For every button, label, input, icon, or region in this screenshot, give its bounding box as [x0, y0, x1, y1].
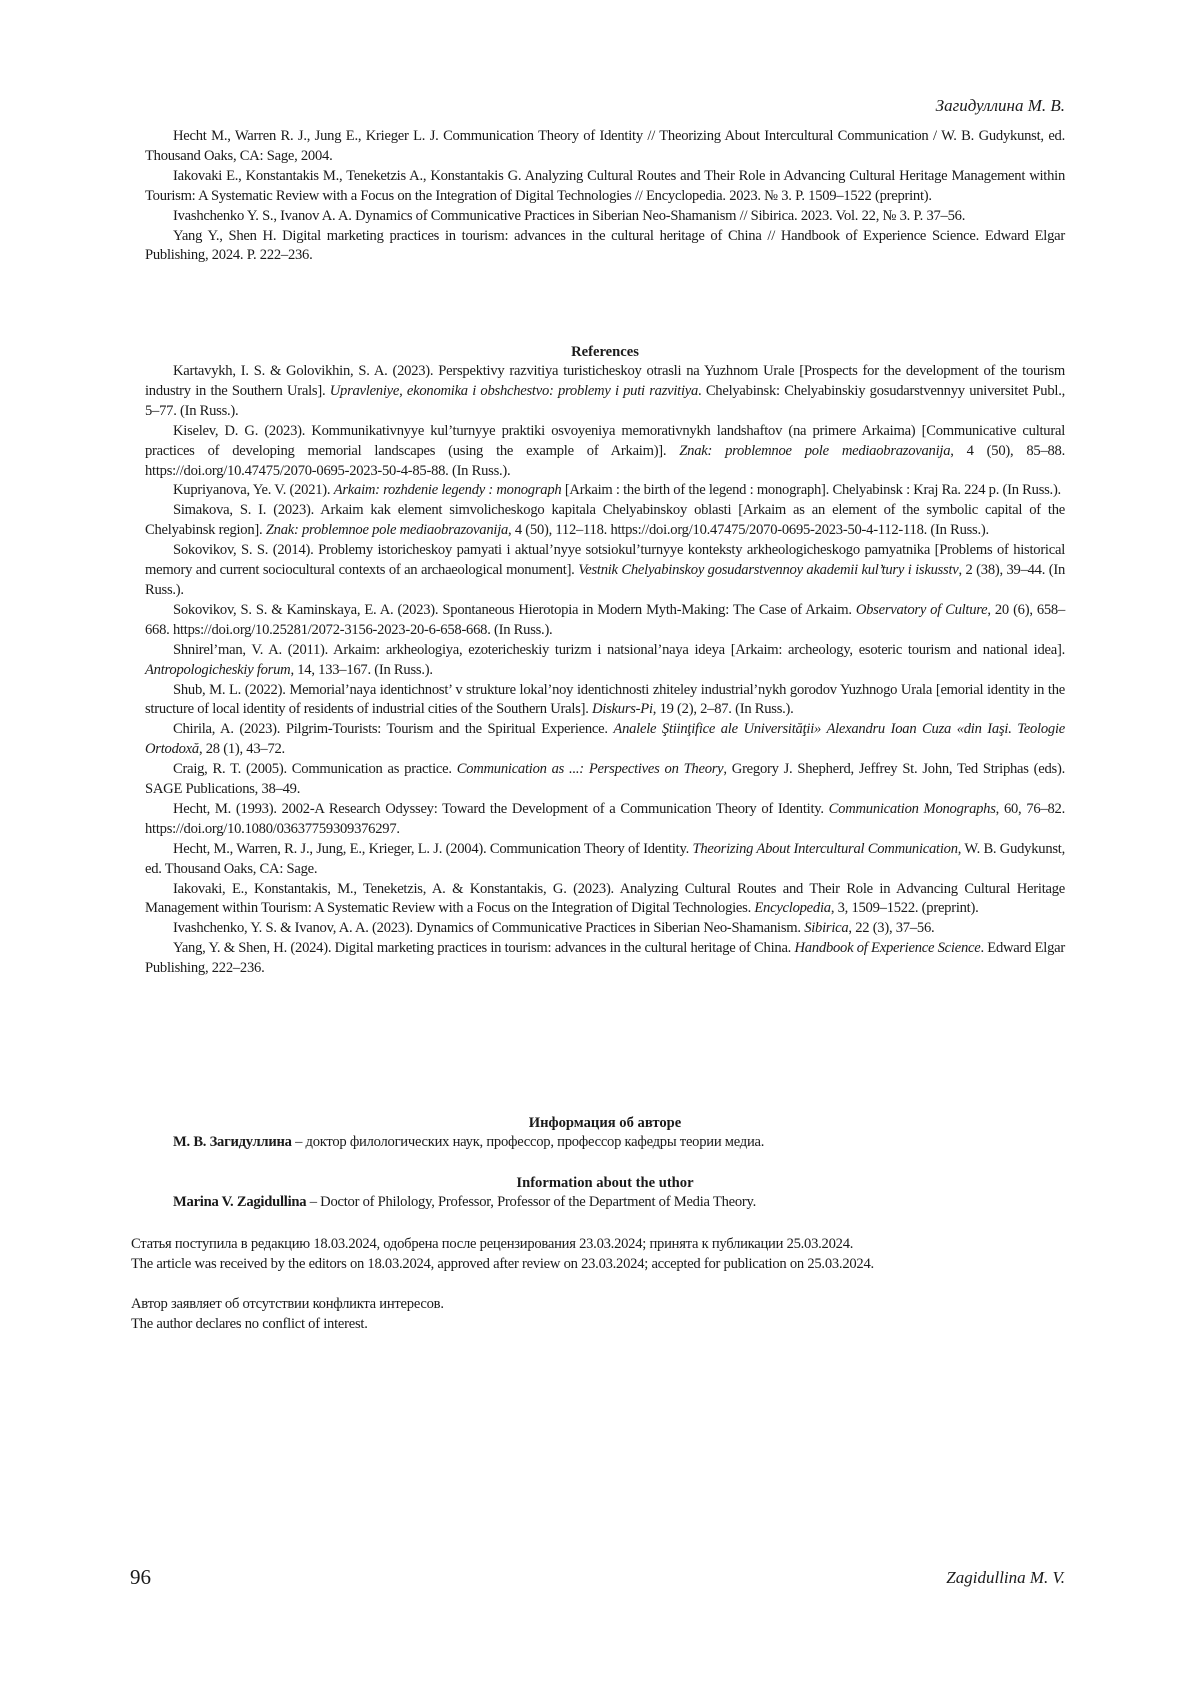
reference-entry — [145, 800, 1065, 840]
reference-source: Communication Monographs — [828, 800, 996, 817]
reference-text: Hecht, M., Warren, R. J., Jung, E., Krieger, L. J. (2004). Communication Theory of Identity. — [173, 840, 693, 857]
reference-text: Chirila, A. (2023). Pilgrim-Tourists: Tourism and the Spiritual Experience. — [173, 721, 614, 738]
reference-text: Yang Y., Shen H. Digital marketing practices in tourism: advances in the cultural heritage of China // Handbook of Experience Science. Edward Elgar Publishing, 2024. P. 222–236. — [145, 227, 1065, 264]
reference-source: Diskurs-Pi — [592, 701, 653, 718]
reference-source: Theorizing About Intercultural Communication — [692, 840, 958, 857]
reference-text: Iakovaki, E., Konstantakis, M., Teneketzis, A. & Konstantakis, G. (2023). Analyzing Cultural Routes and Their Role in Advancing Cultural Heritage Management within Tourism: A Systematic Review with a Focus on the Integration of Digital Technologies. — [145, 880, 1065, 917]
reference-text: , 28 (1), 43–72. — [198, 741, 285, 758]
reference-text: Kupriyanova, Ye. V. (2021). — [173, 482, 334, 499]
reference-entry — [145, 939, 1065, 979]
reference-entry — [145, 760, 1065, 800]
reference-entry — [145, 127, 1065, 167]
reference-source: Communication as ...: Perspectives on Theory — [456, 761, 724, 778]
reference-text: , 14, 133–167. (In Russ.). — [290, 661, 433, 678]
reference-text: , 19 (2), 2–87. (In Russ.). — [652, 701, 794, 718]
author-desc-en: – Doctor of Philology, Professor, Professor of the Department of Media Theory. — [306, 1194, 756, 1210]
reference-text: Hecht, M. (1993). 2002-A Research Odyssey: Toward the Development of a Communication Theory of Identity. — [173, 800, 829, 817]
reference-source: Encyclopedia — [754, 900, 831, 917]
reference-text: Kartavykh, I. S. & Golovikhin, S. A. (2023). Perspektivy razvitiya turisticheskoy otrasli na Yuzhnom Urale [Prospects for the development of the tourism industry in the Southern Urals]. — [145, 363, 1065, 399]
reference-text: , 60, 76–82. https://doi.org/10.1080/03637759309376297. — [145, 800, 1065, 837]
reference-text: . Chelyabinsk: Chelyabinskiy gosudarstvennyy universitet Publ., 5–77. (In Russ.). — [145, 382, 1065, 419]
reference-entry — [145, 481, 1065, 501]
reference-entry — [145, 641, 1065, 681]
reference-source: Upravleniye, ekonomika i obshchestvo: problemy i puti razvitiya — [329, 382, 699, 399]
running-footer: Zagidullina M. V. — [946, 1568, 1065, 1587]
reference-source: Observatory of Culture — [855, 601, 988, 618]
reference-entry — [145, 681, 1065, 721]
reference-source: Sibirica — [804, 920, 849, 937]
reference-entry — [145, 422, 1065, 482]
reference-entry — [145, 167, 1065, 207]
reference-source: Arkaim: rozhdenie legendy : monograph — [333, 482, 562, 499]
reference-source: Znak: problemnoe pole mediaobrazovanija — [679, 442, 951, 459]
reference-text: , W. B. Gudykunst, ed. Thousand Oaks, CA: Sage. — [145, 840, 1066, 877]
author-info-en-heading: Information about the uthor — [516, 1175, 694, 1191]
reference-text: Ivashchenko Y. S., Ivanov A. A. Dynamics of Communicative Practices in Siberian Neo-Shamanism // Sibirica. 2023. Vol. 22, № 3. P. 37–56. — [173, 207, 966, 224]
reference-text: , 4 (50), 112–118. https://doi.org/10.47475/2070-0695-2023-50-4-112-118. (In Russ.). — [508, 522, 989, 539]
reference-text: . Edward Elgar Publishing, 222–236. — [145, 940, 1065, 977]
reference-entry — [145, 919, 1065, 939]
reference-entry — [145, 840, 1065, 880]
author-name-en: Marina V. Zagidullina — [173, 1194, 307, 1210]
reference-text: Hecht M., Warren R. J., Jung E., Krieger L. J. Communication Theory of Identity // Theorizing About Intercultural Communication / W. B. Gudykunst, ed. Thousand Oaks, CA: Sage, 2004. — [145, 128, 1065, 164]
author-info-ru — [145, 1113, 1065, 1153]
conflict-en: The author declares no conflict of interest. — [131, 1316, 368, 1332]
reference-text: Shnirel’man, V. A. (2011). Arkaim: arkheologiya, ezotericheskiy turizm i natsional’naya ideya [Arkaim: archeology, esoteric tourism and national idea]. — [173, 641, 1065, 658]
author-info-ru-heading: Информация об авторе — [528, 1115, 682, 1131]
reference-text: Iakovaki E., Konstantakis M., Teneketzis A., Konstantakis G. Analyzing Cultural Routes and Their Role in Advancing Cultural Heritage Management within Tourism: A Systematic Review with a Focus on the Integration of Digital Technologies // Encyclopedia. 2023. № 3. P. 1509–1522 (preprint). — [145, 167, 1065, 204]
conflict-ru: Автор заявляет об отсутствии конфликта интересов. — [131, 1296, 444, 1312]
reference-source: Handbook of Experience Science — [794, 940, 981, 957]
reference-text: Sokovikov, S. S. & Kaminskaya, E. A. (2023). Spontaneous Hierotopia in Modern Myth-Making: The Case of Arkaim. — [173, 601, 856, 618]
reference-source: Analele Ştiinţifice ale Universităţii» Alexandru Ioan Cuza «din Iaşi. Teologie Ortodoxă — [145, 721, 1065, 758]
references-heading: References — [571, 344, 639, 360]
reference-text: , 2 (38), 39–44. (In Russ.). — [145, 562, 1065, 598]
reference-text: Kiselev, D. G. (2023). Kommunikativnyye kul’turnyye praktiki osvoyeniya memorativnykh landshaftov (na primere Arkaima) [Communicative cultural practices of developing memorial landscapes (using the example of Arkaim)]. — [145, 422, 1065, 459]
dates-ru: Статья поступила в редакцию 18.03.2024, одобрена после рецензирования 23.03.2024; принята к публикации 25.03.2024. — [131, 1236, 854, 1252]
page-number: 96 — [130, 1565, 151, 1589]
top-bibliography — [145, 127, 1065, 266]
reference-source: Antropologicheskiy forum — [145, 661, 291, 678]
author-info-en — [145, 1173, 1065, 1213]
references-section — [145, 342, 1065, 979]
reference-entry — [145, 601, 1065, 641]
reference-text: , 22 (3), 37–56. — [848, 920, 935, 937]
reference-entry — [145, 207, 1065, 227]
dates-en: The article was received by the editors on 18.03.2024, approved after review on 23.03.2024; accepted for publication on 25.03.2024. — [131, 1256, 874, 1272]
reference-text: , 4 (50), 85–88. https://doi.org/10.47475/2070-0695-2023-50-4-85-88. (In Russ.). — [145, 442, 1065, 479]
reference-entry — [145, 541, 1065, 601]
reference-text: Craig, R. T. (2005). Communication as practice. — [173, 761, 457, 778]
reference-text: Shub, M. L. (2022). Memorial’naya identichnost’ v strukture lokal’noy identichnosti zhiteley industrial’nykh gorodov Yuzhnogo Urala [emorial identity in the structure of local identity of residents of industrial cities of the Southern Urals]. — [145, 681, 1065, 718]
reference-entry — [145, 720, 1065, 760]
running-header: Загидуллина М. В. — [935, 96, 1065, 115]
reference-source: Znak: problemnoe pole mediaobrazovanija — [265, 522, 509, 539]
author-desc-ru: – доктор филологических наук, профессор, профессор кафедры теории медиа. — [291, 1134, 765, 1150]
references-list — [145, 362, 1065, 979]
reference-text: Yang, Y. & Shen, H. (2024). Digital marketing practices in tourism: advances in the cultural heritage of China. — [173, 940, 795, 957]
article-dates — [131, 1234, 1071, 1274]
reference-text: , 20 (6), 658–668. https://doi.org/10.25281/2072-3156-2023-20-6-658-668. (In Russ.). — [145, 601, 1066, 638]
reference-text: Sokovikov, S. S. (2014). Problemy istoricheskoy pamyati i aktual’nyye sotsiokul’turnyye konteksty arkheologicheskogo pamyatnika [Problems of historical memory and current sociocultural contexts of an archaeological monument]. — [145, 542, 1065, 579]
reference-text: Simakova, S. I. (2023). Arkaim kak element simvolicheskogo kapitala Chelyabinskoy oblasti [Arkaim as an element of the symbolic capital of the Chelyabinsk region]. — [145, 502, 1065, 539]
reference-entry — [145, 227, 1065, 267]
conflict-statement — [131, 1294, 1051, 1334]
reference-source: Vestnik Chelyabinskoy gosudarstvennoy akademii kul’tury i iskusstv — [578, 562, 959, 579]
reference-entry — [145, 362, 1065, 422]
author-name-ru: М. В. Загидуллина — [173, 1134, 292, 1150]
reference-text: [Arkaim : the birth of the legend : monograph]. Chelyabinsk : Kraj Ra. 224 p. (In Russ.). — [561, 482, 1061, 499]
reference-text: Ivashchenko, Y. S. & Ivanov, A. A. (2023). Dynamics of Communicative Practices in Siberian Neo-Shamanism. — [173, 920, 805, 937]
reference-entry — [145, 501, 1065, 541]
reference-text: , Gregory J. Shepherd, Jeffrey St. John, Ted Striphas (eds). SAGE Publications, 38–49. — [145, 761, 1065, 798]
reference-text: , 3, 1509–1522. (preprint). — [830, 900, 979, 917]
reference-entry — [145, 880, 1065, 920]
